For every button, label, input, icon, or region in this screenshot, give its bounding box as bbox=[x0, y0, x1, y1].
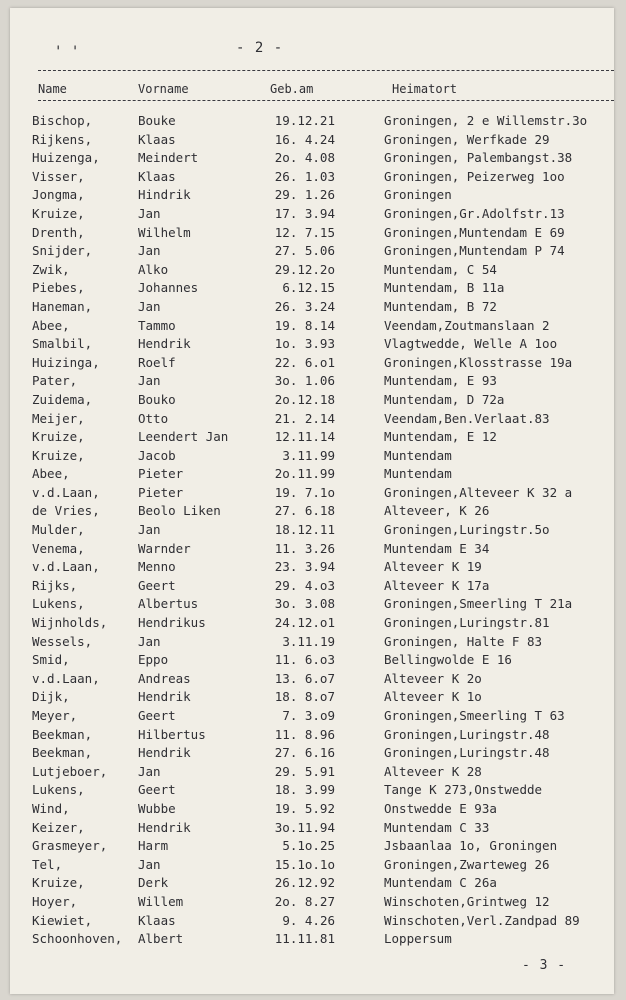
cell-heimatort: Groningen,Luringstr.81 bbox=[384, 615, 550, 631]
cell-geb-am: 29. 4.o3 bbox=[274, 577, 335, 593]
cell-vorname: Jan bbox=[138, 633, 161, 649]
cell-vorname: Hendrik bbox=[138, 336, 191, 352]
cell-vorname: Meindert bbox=[138, 150, 199, 166]
cell-geb-am: 12.11.14 bbox=[274, 429, 335, 445]
cell-vorname: Jan bbox=[138, 522, 161, 538]
cell-name: Drenth, bbox=[32, 224, 85, 240]
cell-vorname: Menno bbox=[138, 559, 176, 575]
cell-heimatort: Winschoten,Grintweg 12 bbox=[384, 893, 550, 909]
cell-geb-am: 23. 3.94 bbox=[274, 559, 335, 575]
cell-geb-am: 3o.11.94 bbox=[274, 819, 335, 835]
table-row bbox=[10, 355, 614, 374]
cell-name: Kiewiet, bbox=[32, 912, 93, 928]
column-header-name: Name bbox=[38, 82, 67, 96]
cell-vorname: Geert bbox=[138, 577, 176, 593]
cell-vorname: Albert bbox=[138, 931, 184, 947]
cell-geb-am: 11.11.81 bbox=[274, 931, 335, 947]
cell-vorname: Beolo Liken bbox=[138, 503, 221, 519]
cell-name: Wind, bbox=[32, 800, 70, 816]
cell-heimatort: Alteveer K 17a bbox=[384, 577, 490, 593]
cell-vorname: Eppo bbox=[138, 652, 169, 668]
table-row bbox=[10, 187, 614, 206]
cell-geb-am: 18. 3.99 bbox=[274, 782, 335, 798]
cell-geb-am: 26. 3.24 bbox=[274, 298, 335, 314]
cell-heimatort: Groningen, Palembangst.38 bbox=[384, 150, 573, 166]
cell-heimatort: Veendam,Ben.Verlaat.83 bbox=[384, 410, 550, 426]
cell-vorname: Jacob bbox=[138, 447, 176, 463]
cell-heimatort: Groningen,Smeerling T 63 bbox=[384, 708, 565, 723]
column-header-vorname: Vorname bbox=[138, 82, 189, 96]
cell-heimatort: Groningen, Werfkade 29 bbox=[384, 131, 550, 147]
cell-name: Haneman, bbox=[32, 298, 93, 314]
cell-name: Zwik, bbox=[32, 261, 70, 277]
cell-heimatort: Muntendam, B 11a bbox=[384, 280, 505, 296]
cell-name: Zuidema, bbox=[32, 391, 93, 407]
cell-geb-am: 5.1o.25 bbox=[282, 838, 335, 854]
table-row bbox=[10, 838, 614, 857]
cell-geb-am: 21. 2.14 bbox=[274, 410, 335, 426]
cell-name: Tel, bbox=[32, 856, 63, 872]
cell-heimatort: Alteveer K 2o bbox=[384, 670, 482, 686]
cell-name: Smalbil, bbox=[32, 336, 93, 352]
table-row bbox=[10, 299, 614, 318]
cell-vorname: Geert bbox=[138, 782, 176, 798]
table-row bbox=[10, 820, 614, 839]
cell-name: Abee, bbox=[32, 317, 70, 333]
table-row bbox=[10, 280, 614, 299]
cell-name: Jongma, bbox=[32, 187, 85, 203]
table-row bbox=[10, 801, 614, 820]
table-row bbox=[10, 913, 614, 932]
table-row bbox=[10, 894, 614, 913]
cell-vorname: Leendert Jan bbox=[138, 429, 229, 445]
cell-vorname: Hilbertus bbox=[138, 726, 206, 742]
cell-vorname: Jan bbox=[138, 373, 161, 389]
cell-heimatort: Muntendam, E 93 bbox=[384, 373, 497, 389]
document-page bbox=[10, 8, 614, 994]
cell-name: Wijnholds, bbox=[32, 615, 108, 631]
cell-geb-am: 7. 3.o9 bbox=[282, 708, 335, 723]
cell-vorname: Klaas bbox=[138, 912, 176, 928]
cell-geb-am: 19. 7.1o bbox=[274, 484, 335, 500]
cell-name: Rijks, bbox=[32, 577, 78, 593]
column-header-geb: Geb.am bbox=[270, 82, 314, 96]
cell-geb-am: 16. 4.24 bbox=[274, 131, 335, 147]
table-row bbox=[10, 411, 614, 430]
cell-heimatort: Groningen,Smeerling T 21a bbox=[384, 596, 573, 612]
cell-geb-am: 19. 8.14 bbox=[274, 317, 335, 333]
cell-name: Dijk, bbox=[32, 689, 70, 705]
cell-heimatort: Groningen,Zwarteweg 26 bbox=[384, 856, 550, 872]
table-row bbox=[10, 745, 614, 764]
cell-geb-am: 15.1o.1o bbox=[274, 856, 335, 872]
cell-geb-am: 29.12.2o bbox=[274, 261, 335, 277]
cell-geb-am: 2o. 8.27 bbox=[274, 893, 335, 909]
table-row bbox=[10, 262, 614, 281]
table-row bbox=[10, 522, 614, 541]
cell-vorname: Geert bbox=[138, 708, 176, 723]
table-row bbox=[10, 596, 614, 615]
cell-geb-am: 2o.12.18 bbox=[274, 391, 335, 407]
cell-name: Lukens, bbox=[32, 596, 85, 612]
table-row bbox=[10, 578, 614, 597]
cell-vorname: Pieter bbox=[138, 484, 184, 500]
cell-geb-am: 29. 5.91 bbox=[274, 763, 335, 779]
header-rule-bottom bbox=[38, 100, 614, 101]
cell-geb-am: 12. 7.15 bbox=[274, 224, 335, 240]
cell-heimatort: Alteveer K 28 bbox=[384, 763, 482, 779]
cell-geb-am: 26.12.92 bbox=[274, 875, 335, 891]
table-row bbox=[10, 392, 614, 411]
cell-vorname: Bouke bbox=[138, 113, 176, 128]
cell-name: Keizer, bbox=[32, 819, 85, 835]
table-row bbox=[10, 485, 614, 504]
cell-vorname: Wilhelm bbox=[138, 224, 191, 240]
cell-name: Visser, bbox=[32, 168, 85, 184]
cell-geb-am: 27. 6.18 bbox=[274, 503, 335, 519]
cell-name: de Vries, bbox=[32, 503, 100, 519]
cell-geb-am: 11. 6.o3 bbox=[274, 652, 335, 668]
table-row bbox=[10, 634, 614, 653]
cell-heimatort: Groningen,Klosstrasse 19a bbox=[384, 354, 573, 370]
cell-vorname: Jan bbox=[138, 298, 161, 314]
cell-heimatort: Vlagtwedde, Welle A 1oo bbox=[384, 336, 558, 352]
cell-geb-am: 18.12.11 bbox=[274, 522, 335, 538]
cell-geb-am: 9. 4.26 bbox=[282, 912, 335, 928]
table-row bbox=[10, 652, 614, 671]
table-row bbox=[10, 708, 614, 727]
cell-name: Kruize, bbox=[32, 875, 85, 891]
cell-name: Meyer, bbox=[32, 708, 78, 723]
cell-vorname: Harm bbox=[138, 838, 169, 854]
table-row bbox=[10, 206, 614, 225]
cell-geb-am: 13. 6.o7 bbox=[274, 670, 335, 686]
table-row bbox=[10, 559, 614, 578]
cell-heimatort: Muntendam bbox=[384, 466, 452, 482]
cell-name: Beekman, bbox=[32, 745, 93, 761]
cell-heimatort: Muntendam, C 54 bbox=[384, 261, 497, 277]
cell-geb-am: 3.11.19 bbox=[282, 633, 335, 649]
cell-heimatort: Groningen,Luringstr.48 bbox=[384, 745, 550, 761]
table-row bbox=[10, 671, 614, 690]
cell-geb-am: 19.12.21 bbox=[274, 113, 335, 128]
cell-vorname: Jan bbox=[138, 856, 161, 872]
table-row bbox=[10, 857, 614, 876]
cell-geb-am: 6.12.15 bbox=[282, 280, 335, 296]
header-rule-top bbox=[38, 70, 614, 71]
cell-name: Schoonhoven, bbox=[32, 931, 123, 947]
table-row bbox=[10, 132, 614, 151]
cell-heimatort: Loppersum bbox=[384, 931, 452, 947]
cell-name: Piebes, bbox=[32, 280, 85, 296]
cell-heimatort: Muntendam C 33 bbox=[384, 819, 490, 835]
table-row bbox=[10, 503, 614, 522]
table-row bbox=[10, 169, 614, 188]
cell-geb-am: 2o. 4.08 bbox=[274, 150, 335, 166]
cell-vorname: Roelf bbox=[138, 354, 176, 370]
corner-marks: ' ' bbox=[54, 44, 80, 60]
cell-heimatort: Groningen, Peizerweg 1oo bbox=[384, 168, 565, 184]
cell-geb-am: 18. 8.o7 bbox=[274, 689, 335, 705]
cell-name: Kruize, bbox=[32, 447, 85, 463]
cell-vorname: Jan bbox=[138, 763, 161, 779]
cell-heimatort: Groningen,Muntendam P 74 bbox=[384, 243, 565, 259]
cell-heimatort: Muntendam C 26a bbox=[384, 875, 497, 891]
cell-vorname: Jan bbox=[138, 205, 161, 221]
cell-name: Pater, bbox=[32, 373, 78, 389]
cell-name: Kruize, bbox=[32, 205, 85, 221]
cell-geb-am: 11. 8.96 bbox=[274, 726, 335, 742]
person-list bbox=[10, 113, 614, 950]
cell-geb-am: 17. 3.94 bbox=[274, 205, 335, 221]
table-row bbox=[10, 318, 614, 337]
cell-geb-am: 27. 6.16 bbox=[274, 745, 335, 761]
cell-geb-am: 22. 6.o1 bbox=[274, 354, 335, 370]
cell-vorname: Albertus bbox=[138, 596, 199, 612]
cell-name: Mulder, bbox=[32, 522, 85, 538]
cell-name: v.d.Laan, bbox=[32, 484, 100, 500]
cell-heimatort: Groningen bbox=[384, 187, 452, 203]
cell-heimatort: Onstwedde E 93a bbox=[384, 800, 497, 816]
cell-heimatort: Muntendam bbox=[384, 447, 452, 463]
cell-name: Beekman, bbox=[32, 726, 93, 742]
cell-vorname: Tammo bbox=[138, 317, 176, 333]
cell-geb-am: 3o. 3.08 bbox=[274, 596, 335, 612]
cell-heimatort: Groningen,Alteveer K 32 a bbox=[384, 484, 573, 500]
table-row bbox=[10, 373, 614, 392]
column-header-heimatort: Heimatort bbox=[392, 82, 458, 96]
cell-name: Lutjeboer, bbox=[32, 763, 108, 779]
cell-heimatort: Groningen,Gr.Adolfstr.13 bbox=[384, 205, 565, 221]
cell-name: Abee, bbox=[32, 466, 70, 482]
cell-vorname: Alko bbox=[138, 261, 169, 277]
cell-vorname: Hendrik bbox=[138, 745, 191, 761]
cell-name: Rijkens, bbox=[32, 131, 93, 147]
cell-geb-am: 27. 5.06 bbox=[274, 243, 335, 259]
cell-name: Kruize, bbox=[32, 429, 85, 445]
cell-heimatort: Alteveer K 19 bbox=[384, 559, 482, 575]
cell-vorname: Pieter bbox=[138, 466, 184, 482]
cell-name: Smid, bbox=[32, 652, 70, 668]
cell-geb-am: 2o.11.99 bbox=[274, 466, 335, 482]
cell-vorname: Willem bbox=[138, 893, 184, 909]
cell-vorname: Jan bbox=[138, 243, 161, 259]
cell-vorname: Hendrik bbox=[138, 819, 191, 835]
cell-name: Huizinga, bbox=[32, 354, 100, 370]
cell-heimatort: Bellingwolde E 16 bbox=[384, 652, 512, 668]
cell-geb-am: 1o. 3.93 bbox=[274, 336, 335, 352]
table-row bbox=[10, 243, 614, 262]
cell-vorname: Bouko bbox=[138, 391, 176, 407]
cell-name: Snijder, bbox=[32, 243, 93, 259]
page-number-bottom: - 3 - bbox=[522, 958, 567, 973]
cell-heimatort: Winschoten,Verl.Zandpad 89 bbox=[384, 912, 580, 928]
cell-name: Huizenga, bbox=[32, 150, 100, 166]
cell-heimatort: Groningen,Muntendam E 69 bbox=[384, 224, 565, 240]
cell-name: Bischop, bbox=[32, 113, 93, 128]
cell-geb-am: 24.12.o1 bbox=[274, 615, 335, 631]
cell-name: Hoyer, bbox=[32, 893, 78, 909]
cell-heimatort: Tange K 273,Onstwedde bbox=[384, 782, 543, 798]
page-number-top: - 2 - bbox=[236, 40, 284, 56]
cell-heimatort: Groningen, Halte F 83 bbox=[384, 633, 543, 649]
cell-heimatort: Muntendam, D 72a bbox=[384, 391, 505, 407]
cell-heimatort: Muntendam, B 72 bbox=[384, 298, 497, 314]
cell-geb-am: 3o. 1.06 bbox=[274, 373, 335, 389]
cell-vorname: Otto bbox=[138, 410, 169, 426]
cell-heimatort: Veendam,Zoutmanslaan 2 bbox=[384, 317, 550, 333]
cell-vorname: Johannes bbox=[138, 280, 199, 296]
cell-vorname: Hendrikus bbox=[138, 615, 206, 631]
cell-name: Grasmeyer, bbox=[32, 838, 108, 854]
cell-name: Lukens, bbox=[32, 782, 85, 798]
table-row bbox=[10, 448, 614, 467]
cell-geb-am: 19. 5.92 bbox=[274, 800, 335, 816]
cell-heimatort: Groningen,Luringstr.5o bbox=[384, 522, 550, 538]
cell-heimatort: Groningen,Luringstr.48 bbox=[384, 726, 550, 742]
cell-geb-am: 29. 1.26 bbox=[274, 187, 335, 203]
table-row bbox=[10, 689, 614, 708]
cell-name: v.d.Laan, bbox=[32, 670, 100, 686]
table-row bbox=[10, 429, 614, 448]
cell-heimatort: Alteveer K 1o bbox=[384, 689, 482, 705]
cell-geb-am: 11. 3.26 bbox=[274, 540, 335, 556]
cell-heimatort: Alteveer, K 26 bbox=[384, 503, 490, 519]
cell-vorname: Hindrik bbox=[138, 187, 191, 203]
table-row bbox=[10, 113, 614, 132]
cell-heimatort: Muntendam, E 12 bbox=[384, 429, 497, 445]
cell-name: Wessels, bbox=[32, 633, 93, 649]
cell-name: Meijer, bbox=[32, 410, 85, 426]
table-row bbox=[10, 931, 614, 950]
cell-vorname: Hendrik bbox=[138, 689, 191, 705]
cell-vorname: Klaas bbox=[138, 131, 176, 147]
table-row bbox=[10, 150, 614, 169]
table-row bbox=[10, 727, 614, 746]
cell-name: v.d.Laan, bbox=[32, 559, 100, 575]
cell-vorname: Warnder bbox=[138, 540, 191, 556]
cell-name: Venema, bbox=[32, 540, 85, 556]
cell-vorname: Andreas bbox=[138, 670, 191, 686]
cell-geb-am: 3.11.99 bbox=[282, 447, 335, 463]
table-row bbox=[10, 875, 614, 894]
cell-vorname: Wubbe bbox=[138, 800, 176, 816]
cell-heimatort: Muntendam E 34 bbox=[384, 540, 490, 556]
table-row bbox=[10, 764, 614, 783]
cell-geb-am: 26. 1.03 bbox=[274, 168, 335, 184]
table-row bbox=[10, 782, 614, 801]
cell-vorname: Derk bbox=[138, 875, 169, 891]
cell-heimatort: Groningen, 2 e Willemstr.3o bbox=[384, 113, 588, 128]
table-row bbox=[10, 615, 614, 634]
cell-heimatort: Jsbaanlaa 1o, Groningen bbox=[384, 838, 558, 854]
cell-vorname: Klaas bbox=[138, 168, 176, 184]
table-row bbox=[10, 336, 614, 355]
table-row bbox=[10, 541, 614, 560]
table-row bbox=[10, 225, 614, 244]
table-row bbox=[10, 466, 614, 485]
